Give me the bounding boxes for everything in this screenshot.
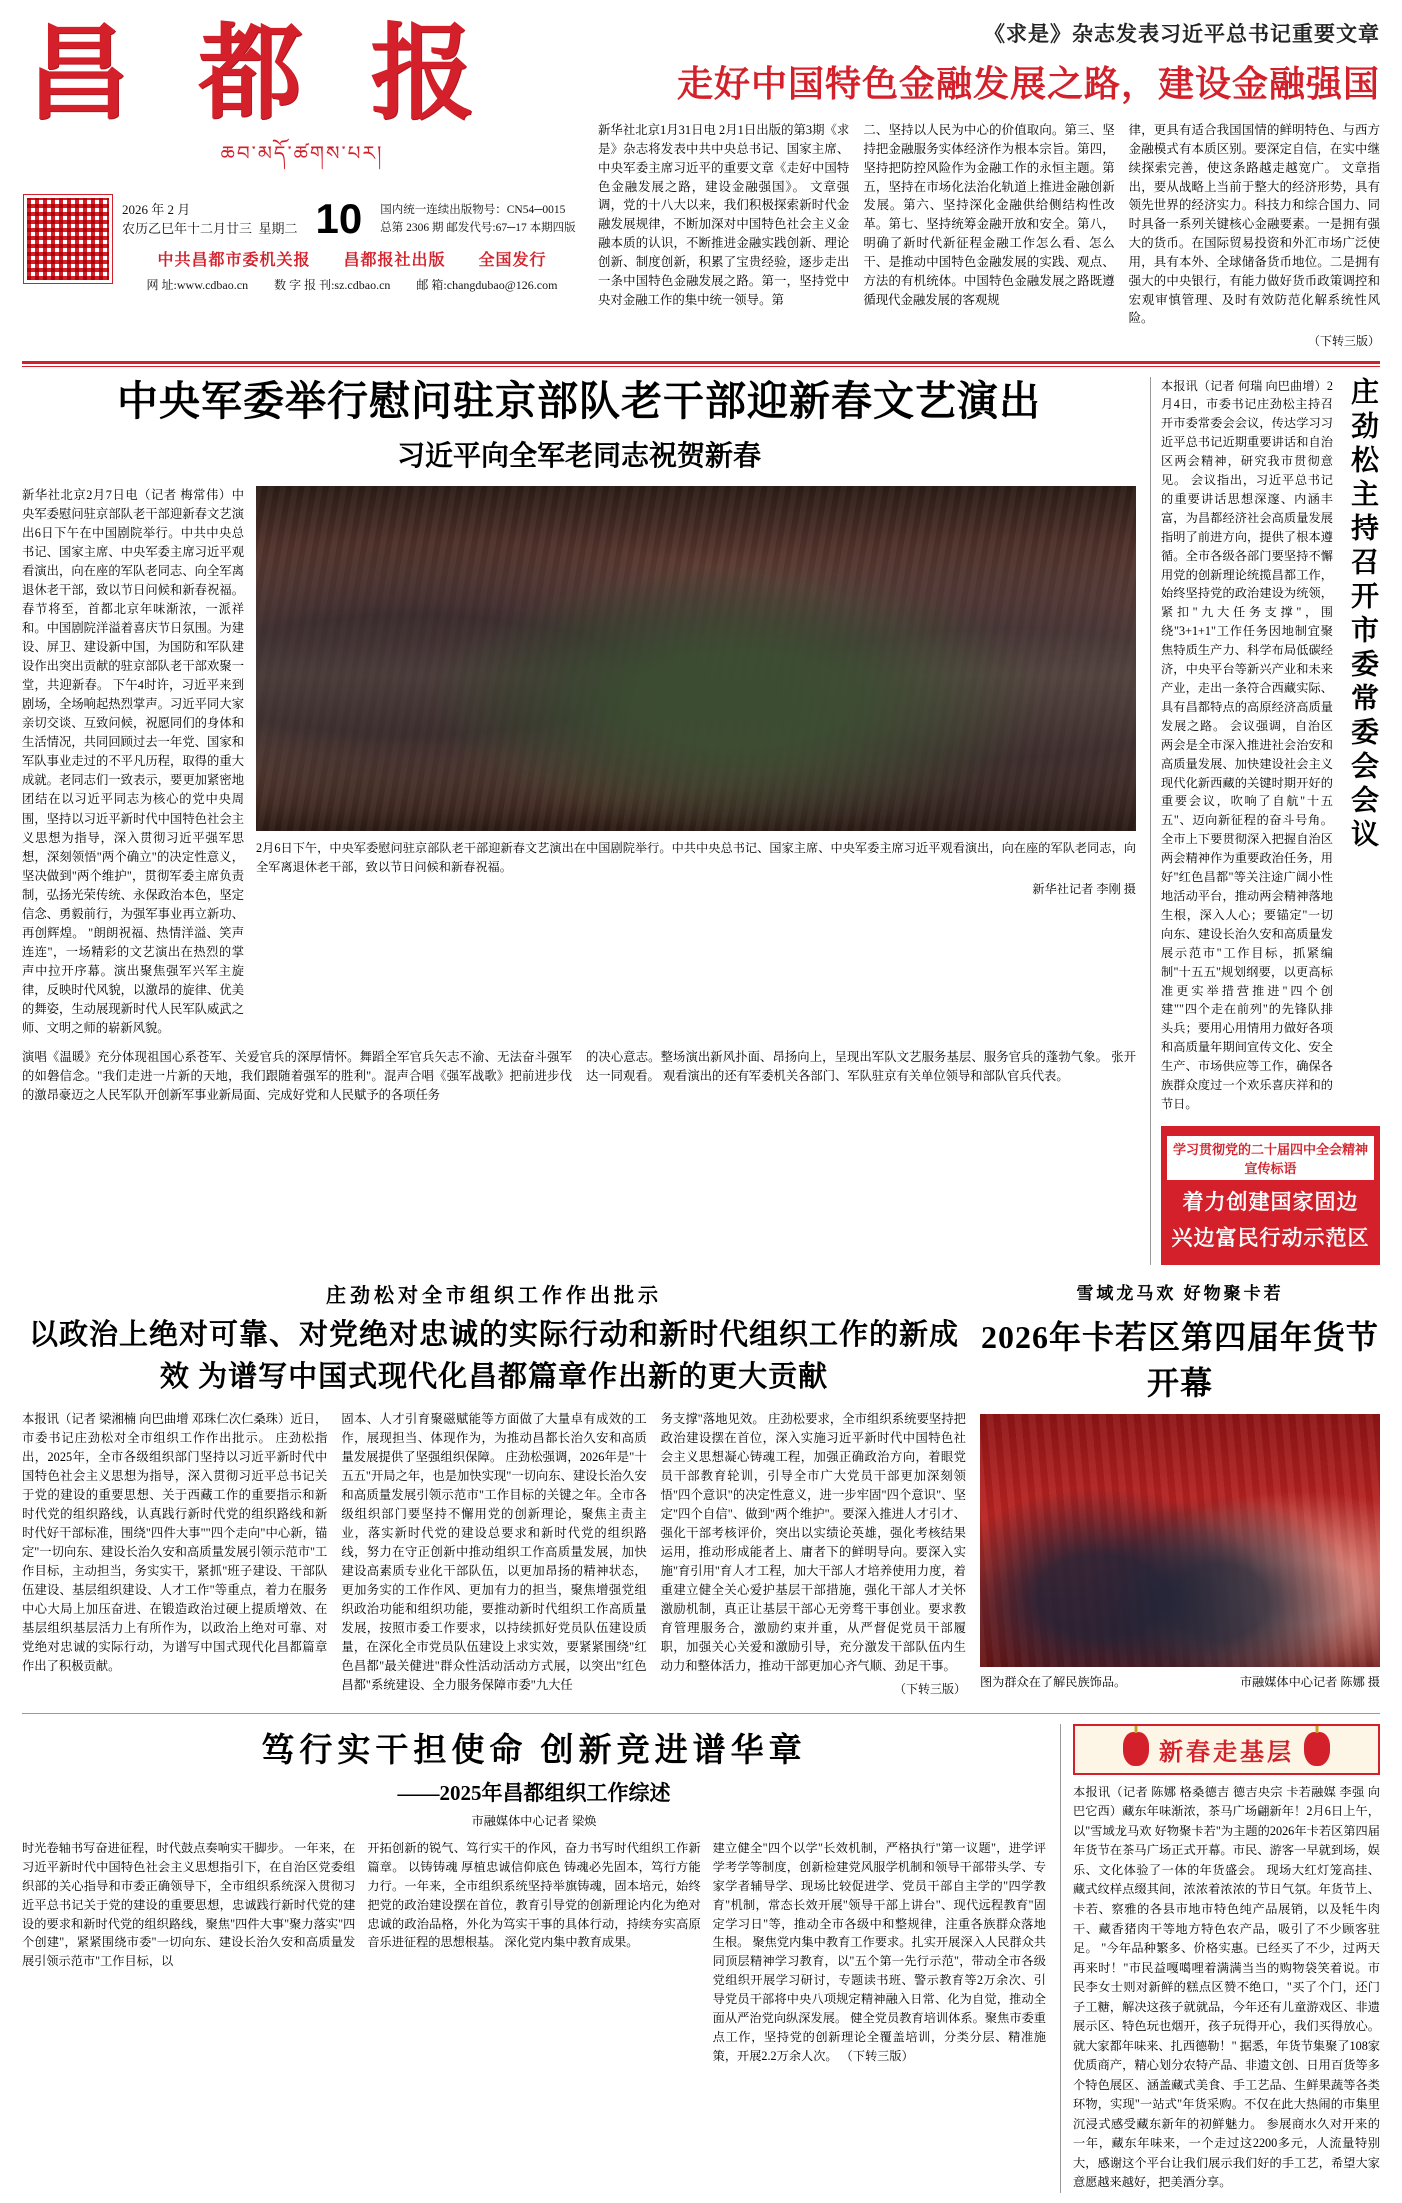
lunar-date: 农历乙巳年十二月廿三 bbox=[122, 221, 253, 237]
fair-photo bbox=[980, 1414, 1380, 1667]
review-subhead: ——2025年昌都组织工作综述 bbox=[397, 1780, 671, 1805]
qr-code[interactable] bbox=[24, 195, 112, 283]
review-col-2: 开拓创新的锐气、笃行实干的作风，奋力书写时代组织工作新篇章。 以铸铸魂 厚植忠诚信仰底色 铸魂必先固本，笃行方能力行。一年来，全市组织系统坚持举旗铸魂，固本培元，始终把党的政治建设摆在首位，教育引导党的创新理论内化为绝对忠诚的政治品格，外化为笃实干事的具体行动，持续夯实高原音乐进征程的思想根基。 深化党内集中教育成果。 bbox=[367, 1840, 701, 1950]
grassroots-text: 本报讯（记者 陈娜 格桑德吉 德吉央宗 卡若融媒 李强 向巴它西）藏东年味渐浓，茶马广场翩新年！2月6日上午，以"雪域龙马欢 好物聚卡若"为主题的2026年卡若区第四届年货节在茶马广场正式开幕。市民、游客一早就到场，娱乐、文化体验了一体的年货盛会。 现场大红灯笼高挂、藏式纹样点缀其间，浓浓着浓浓的节日气氛。年货节上、卡若、察雅的各县市地市特色纯产品展销，以及牦牛肉干、藏香猪肉干等地方特色农产品，吸引了不少顾客驻足。 "今年品种繁多、价格实惠。已经买了不少，过两天再来时！"市民益嘎噶哩着满满当当的购物袋笑着说。市民李女士则对新鲜的糕点区赞不绝口，"买了个门，还门子工糖，解决这孩子就就品，今年还有儿童游戏区、非遗展示区、特色玩也烟开，孩子玩得开心，我们买得放心。就大家都年味来、扎西德勒！" 据悉，年货节集聚了108家优质商产，精心划分农特产品、非遗文创、日用百货等多个特色展区、涵盖藏式美食、手工艺品、生鲜果蔬等各类环物，实现"一站式"年货采购。不仅在此大热闹的市集里沉浸式感受藏东新年的初鲜魅力。 参展商水久对开来的一年，藏东年味来，一个走过这2200多元，人流量特别大，感谢这个平台让我们展示我们好的手工艺，希望大家意愿越来越好，把美酒分享。 bbox=[1073, 1784, 1380, 2190]
grassroots-banner bbox=[1073, 1724, 1380, 1775]
qiushi-headline: 走好中国特色金融发展之路，建设金融强国 bbox=[676, 64, 1380, 104]
grassroots-banner-text: 新春走基层 bbox=[1159, 1739, 1294, 1766]
masthead-left bbox=[22, 11, 582, 293]
lead-photo-caption: 2月6日下午，中央军委慰问驻京部队老干部迎新春文艺演出在中国剧院举行。中共中央总书记、国家主席、中央军委主席习近平观看演出，向在座的军队老同志，向全军离退休老干部，致以节日问候和新春祝福。 bbox=[256, 840, 1136, 874]
slogan-box bbox=[1161, 1126, 1380, 1265]
fair-photo-credit: 市融媒体中心记者 陈娜 摄 bbox=[1239, 1674, 1380, 1689]
section-three bbox=[22, 1713, 1380, 2193]
issue-number-line: 国内统一连续出版物号：CN54─0015 bbox=[380, 203, 566, 216]
slogan-line-1: 着力创建国家固边 bbox=[1182, 1189, 1359, 1214]
day-number: 10 bbox=[315, 195, 363, 243]
qiushi-article bbox=[592, 16, 1380, 351]
lead-subhead: 习近平向全军老同志祝贺新春 bbox=[396, 440, 761, 472]
review-headline: 笃行实干担使命 创新竞进谱华章 bbox=[261, 1732, 807, 1769]
fair-photo-caption: 图为群众在了解民族饰品。 bbox=[980, 1674, 1127, 1689]
slogan-line-2: 兴边富民行动示范区 bbox=[1171, 1226, 1370, 1251]
newspaper-logo: 昌 都 报 bbox=[26, 11, 491, 134]
org-right: 全国发行 bbox=[478, 252, 547, 270]
fair-headline: 2026年卡若区第四届年货节开幕 bbox=[980, 1318, 1379, 1401]
review-col-1: 时光卷轴书写奋进征程，时代鼓点奏响实干脚步。 一年来，在习近平新时代中国特色社会主义思想指引下，在自治区党委组织部的关心指导和市委正确领导下，全市组织系统深入贯彻习近平总书记关于党的建设的重要思想，忠诚践行新时代党的建设的要求和新时代党的组织路线，聚焦"四件大事"聚力落实"四个创建"，紧紧围绕市委"一切向东、建设长治久安和高质量发展引领示范市"工作目标，以 bbox=[22, 1840, 356, 1969]
fair-kicker: 雪域龙马欢 好物聚卡若 bbox=[1076, 1283, 1284, 1303]
sidebar-column bbox=[1150, 377, 1380, 1265]
qiushi-col-2: 二、坚持以人民为中心的价值取向。第三、坚持把金融服务实体经济作为根本宗旨。第四，坚持把防控风险作为金融工作的永恒主题。第五，坚持在市场化法治化轨道上推进金融创新发展。第六、坚持深化金融供给侧结构性改革。第七、坚持统筹金融开放和安全。第八，明确了新时代新征程金融工作怎么看、怎么干、是推动中国特色金融发展的实践、观点、方法的有机统体。中国特色金融发展之路既遵循现代金融发展的客观规 bbox=[863, 123, 1115, 307]
qiushi-col-3: 律，更具有适合我国国情的鲜明特色、与西方金融模式有本质区别。要深定自信，在实中继续探索完善，使这条路越走越宽广。 文章指出，要从战略上当前于整大的经济形势，具有领先世界的经济实力。科技力和综合国力、同时具备一系列关键核心金融要素。一是拥有强大的货币。在国际贸易投资和外汇市场广泛使用，具有本外、全球储备货币地位。二是拥有强大的中央银行，有能力做好货币政策调控和宏观审慎管理、及时有效防范化解系统性风险。 bbox=[1128, 123, 1380, 326]
masthead-info bbox=[22, 195, 582, 293]
lead-article-text: 新华社北京2月7日电（记者 梅常伟）中央军委慰问驻京部队老干部迎新春文艺演出6日下午在中国剧院举行。中共中央总书记、国家主席、中央军委主席习近平观看演出，向在座的军队老同志、向全军离退休老干部，致以节日问候和新春祝福。 春节将至，首都北京年味渐浓，一派祥和。中国剧院洋溢着喜庆节日氛围。为建设、屏卫、建设新中国，为国防和军队建设作出突出贡献的驻京部队老干部欢聚一堂，共迎新春。 下午4时许，习近平来到剧场，全场响起热烈掌声。习近平同大家亲切交谈、互致问候，祝愿同们的身体和生活情况，共同回顾过去一年党、国家和军队事业走过的不平凡历程，取得的重大成就。老同志们一致表示，要更加紧密地团结在以习近平同志为核心的党中央周围，坚持以习近平新时代中国特色社会主义思想为指导，深入贯彻习近平强军思想，深刻领悟"两个确立"的决定性意义，坚决做到"两个维护"，贯彻军委主席负责制，弘扬光荣传统、永保政治本色，坚定信念、勇毅前行，为强军事业再立新功、再创辉煌。 "朗朗祝福、热情洋溢、笑声连连"，一场精彩的文艺演出在热烈的掌声中拉开序幕。演出聚焦强军兴军主旋律，反映时代风貌，以激昂的旋律、优美的舞姿，生动展现新时代人民军队威武之师、文明之师的崭新风貌。 bbox=[22, 487, 244, 1036]
qiushi-continued: （下转三版） bbox=[1307, 334, 1380, 349]
org-left: 中共昌都市委机关报 bbox=[157, 252, 311, 270]
org-work-col-3: 务支撑"落地见效。 庄劲松要求，全市组织系统要坚持把政治建设摆在首位，深入实施习近平新时代中国特色社会主义思想凝心铸魂工程，加强正确政治方向，着眼党员干部教育轮训，引导全市广大党员干部更加深刻领悟"四个意识"的决定性意义，进一步牢固"四个意识"、坚定"四个自信"、做到"两个维护"。要深入推进人才引才、强化干部考核评价，突出以实绩论英雄，强化考核结果运用，推动形成能者上、庸者下的鲜明导向。要深入实施"育引用"育人才工程，加大干部人才培养使用力度，着重建立健全关心爱护基层干部措施，强化干部人才关怀激励机制，真正让基层干部心无旁骛干事创业。要求教育管理服务合，激励约束并重，从严督促党员干部履职，加强关心关爱和激励引导，充分激发干部队伍内生动力和整体活力，推动干部更加心齐气顺、劲足干事。 bbox=[660, 1411, 966, 1674]
sidebar-article-headline: 庄劲松主持召开市委常委会会议 bbox=[1347, 376, 1378, 853]
fair-article bbox=[980, 1279, 1380, 1699]
masthead-divider-thin bbox=[22, 366, 1380, 367]
lead-article bbox=[22, 377, 1136, 1265]
lead-photo-credit: 新华社记者 李刚 摄 bbox=[1032, 881, 1136, 896]
qiushi-col-1: 新华社北京1月31日电 2月1日出版的第3期《求是》杂志将发表中共中央总书记、国家主席、中央军委主席习近平的重要文章《走好中国特色金融发展之路，建设金融强国》。 文章强调，党的十八大以来，我们积极探索新时代金融发展规律，不断加深对中国特色社会主义金融本质的认识，不断推进金融实践创新、理论创新、制度创新，积累了宝贵经验，逐步走出一条中国特色金融发展之路。第一，坚持党中央对金融工作的集中统一领导。第 bbox=[598, 123, 850, 307]
weekday: 星期二 bbox=[258, 221, 298, 237]
org-work-col-2: 固本、人才引育聚磁赋能等方面做了大量卓有成效的工作，展现担当、体现作为，为推动昌都长治久安和高质量发展提供了坚强组织保障。 庄劲松强调，2026年是"十五五"开局之年，也是加快实现"一切向东、建设长治久安和高质量发展引领示范市"工作目标的关键之年。全市各级组织部门要坚持不懈用党的创新理论，聚焦主责主业，落实新时代党的建设总要求和新时代党的组织路线，努力在守正创新中推动组织工作高质量发展，加快建设高素质专业化干部队伍，以更加昂扬的精神状态，更加务实的工作作风、更加有力的担当，聚焦增强党组织政治功能和组织功能，要推动新时代组织工作高质量发展，按照市委工作要求，以持续抓好党员队伍建设质量，在深化全市党员队伍建设上求实效，要紧紧围绕"红色昌都"最关健进"群众性活动活动方式展，以突出"红色昌都"系统建设、全力服务保障市委"九大任 bbox=[341, 1411, 647, 1693]
org-work-article bbox=[22, 1279, 966, 1699]
org-work-col-1: 本报讯（记者 梁湘楠 向巴曲增 邓珠仁次仁桑珠）近日，市委书记庄劲松对全市组织工作作出批示。 庄劲松指出，2025年，全市各级组织部门坚持以习近平新时代中国特色社会主义思想为指导，深入贯彻习近平总书记关于党的建设的重要思想、关于西藏工作的重要指示和新时代党的组织路线，认真践行新时代党的组织路线和新时代好干部标准，围绕"四件大事""四个走向"中心新，锚定"一切向东、建设长治久安和高质量发展引领示范市"工作目标，主动担当，务实实干，紧抓"班子建设、干部队伍建设、基层组织建设、人才工作"等重点，着力在服务中心大局上加压奋进、在锻造政治过硬上提质增效、在基层组织基层活力上有所作为，以政治上绝对可靠、对党绝对忠诚的实际行动，为谱写中国式现代化昌都篇章作出了积极贡献。 bbox=[22, 1411, 328, 1674]
org-work-headline: 以政治上绝对可靠、对党绝对忠诚的实际行动和新时代组织工作的新成效 为谱写中国式现代化昌都篇章作出新的更大贡献 bbox=[28, 1318, 959, 1393]
lead-col-b: 的决心意志。整场演出新风扑面、昂扬向上，呈现出军队文艺服务基层、服务官兵的蓬勃气象。 张开达一同观看。 观看演出的还有军委机关各部门、军队驻京有关单位领导和部队官兵代表。 bbox=[586, 1050, 1136, 1084]
masthead-dateline bbox=[112, 195, 582, 293]
org-work-continued: （下转三版） bbox=[893, 1682, 966, 1697]
masthead-divider bbox=[22, 361, 1380, 364]
lead-headline: 中央军委举行慰问驻京部队老干部迎新春文艺演出 bbox=[117, 377, 1041, 424]
qiushi-kicker: 《求是》杂志发表习近平总书记重要文章 bbox=[984, 22, 1380, 46]
slogan-kicker: 学习贯彻党的二十届四中全会精神宣传标语 bbox=[1167, 1136, 1374, 1180]
review-col-3: 建立健全"四个以学"长效机制，严格执行"第一议题"，进学评学考学等制度，创新检建党风服学机制和领导干部带头学、专家学者辅导学、现场比较促进学、党员干部自主学的"四学教育"机制，常态长效开展"领导干部上讲台"、现代远程教育"固定学习日"等，推动全市各级中和整规律，注重各族群众落地生根。 聚焦党内集中教育工作要求。扎实开展深入人民群众共同顶层精神学习教育，以"五个第一先行示范"，带动全市各级党组织开展学习研讨，专题读书班、警示教育等2万余次、引导党员干部将中央八项规定精神融入日常、化为自觉，推动全面从严治党向纵深发展。 健全党员教育培训体系。聚焦市委重点工作，坚持党的创新理论全覆盖培训，分类分层、精准施策，开展2.2万余人次。 （下转三版） bbox=[712, 1840, 1046, 2063]
review-article bbox=[22, 1724, 1046, 2193]
lead-photo-block bbox=[256, 486, 1136, 1038]
review-byline: 市融媒体中心记者 梁焕 bbox=[471, 1813, 597, 1828]
section-two bbox=[22, 1279, 1380, 1699]
lead-col-a: 演唱《温暖》充分体现祖国心系苍军、关爱官兵的深厚情怀。舞蹈全军官兵矢志不渝、无法奋斗强军的如磐信念。"我们走进一片新的天地，我们跟随着强军的胜利"。混声合唱《强军战歌》把前进步伐的激昂豪迈之人民军队开创新军事业新局面、完成好党和人民赋予的各项任务 bbox=[22, 1050, 572, 1103]
sidebar-article-text: 本报讯（记者 何瑞 向巴曲增）2月4日，市委书记庄劲松主持召开市委常委会会议，传达学习习近平总书记近期重要讲话和自治区两会精神，研究我市贯彻意见。 会议指出，习近平总书记的重要讲话思想深邃、内涵丰富，为昌都经济社会高质量发展指明了前进方向，提供了根本遵循。全市各级各部门要坚持不懈用党的创新理论统揽昌都工作，始终坚持党的政治建设为统领，紧扣"九大任务支撑"，围绕"3+1+1"工作任务因地制宜聚焦特质生产力、科学布局低碳经济，中央平台等新兴产业和未来产业，走出一条符合西藏实际、具有昌都特点的高原经济高质量发展之路。 会议强调，自治区两会是全市深入推进社会治安和高质量发展、加快建设社会主义现代化新西藏的关键时期开好的重要会议，吹响了自航"十五五"、迈向新征程的奋斗号角。全市上下要贯彻深入把握自治区两会精神作为重要政治任务，用好"红色昌都"等关注途广阔小性地活动平台，推动两会精神落地生根，深入人心；要锚定"一切向东、建设长治久安和高质量发展示范市"工作目标，抓紧编制"十五五"规划纲要，以更高标准更实举措营推进"四个创建""四个走在前列"的先锋队排头兵；要用心用情用力做好各项和高质量年期间宣传文化、安全生产、市场供应等工作，确保各族群众度过一个欢乐喜庆祥和的节日。 bbox=[1161, 378, 1333, 1111]
masthead bbox=[22, 11, 1380, 351]
org-mid: 昌都报社出版 bbox=[343, 252, 446, 270]
lead-photo bbox=[256, 486, 1136, 831]
org-work-kicker: 庄劲松对全市组织工作作出批示 bbox=[326, 1284, 662, 1307]
digital-paper[interactable]: 数 字 报 刊:sz.cdbao.cn bbox=[274, 278, 391, 293]
grassroots-article bbox=[1060, 1724, 1380, 2193]
main-body bbox=[22, 377, 1380, 1265]
issue-total-line: 总第 2306 期 邮发代号:67─17 本期四版 bbox=[380, 222, 576, 235]
tibetan-title: ཆབ་མདོ་ཚགས་པར། bbox=[220, 141, 384, 166]
lantern-icon bbox=[1123, 1732, 1149, 1766]
gregorian-date: 2026 年 2 月 bbox=[122, 201, 191, 217]
email[interactable]: 邮 箱:changdubao@126.com bbox=[416, 278, 558, 293]
website[interactable]: 网 址:www.cdbao.cn bbox=[146, 278, 249, 293]
lantern-icon-right bbox=[1304, 1732, 1330, 1766]
